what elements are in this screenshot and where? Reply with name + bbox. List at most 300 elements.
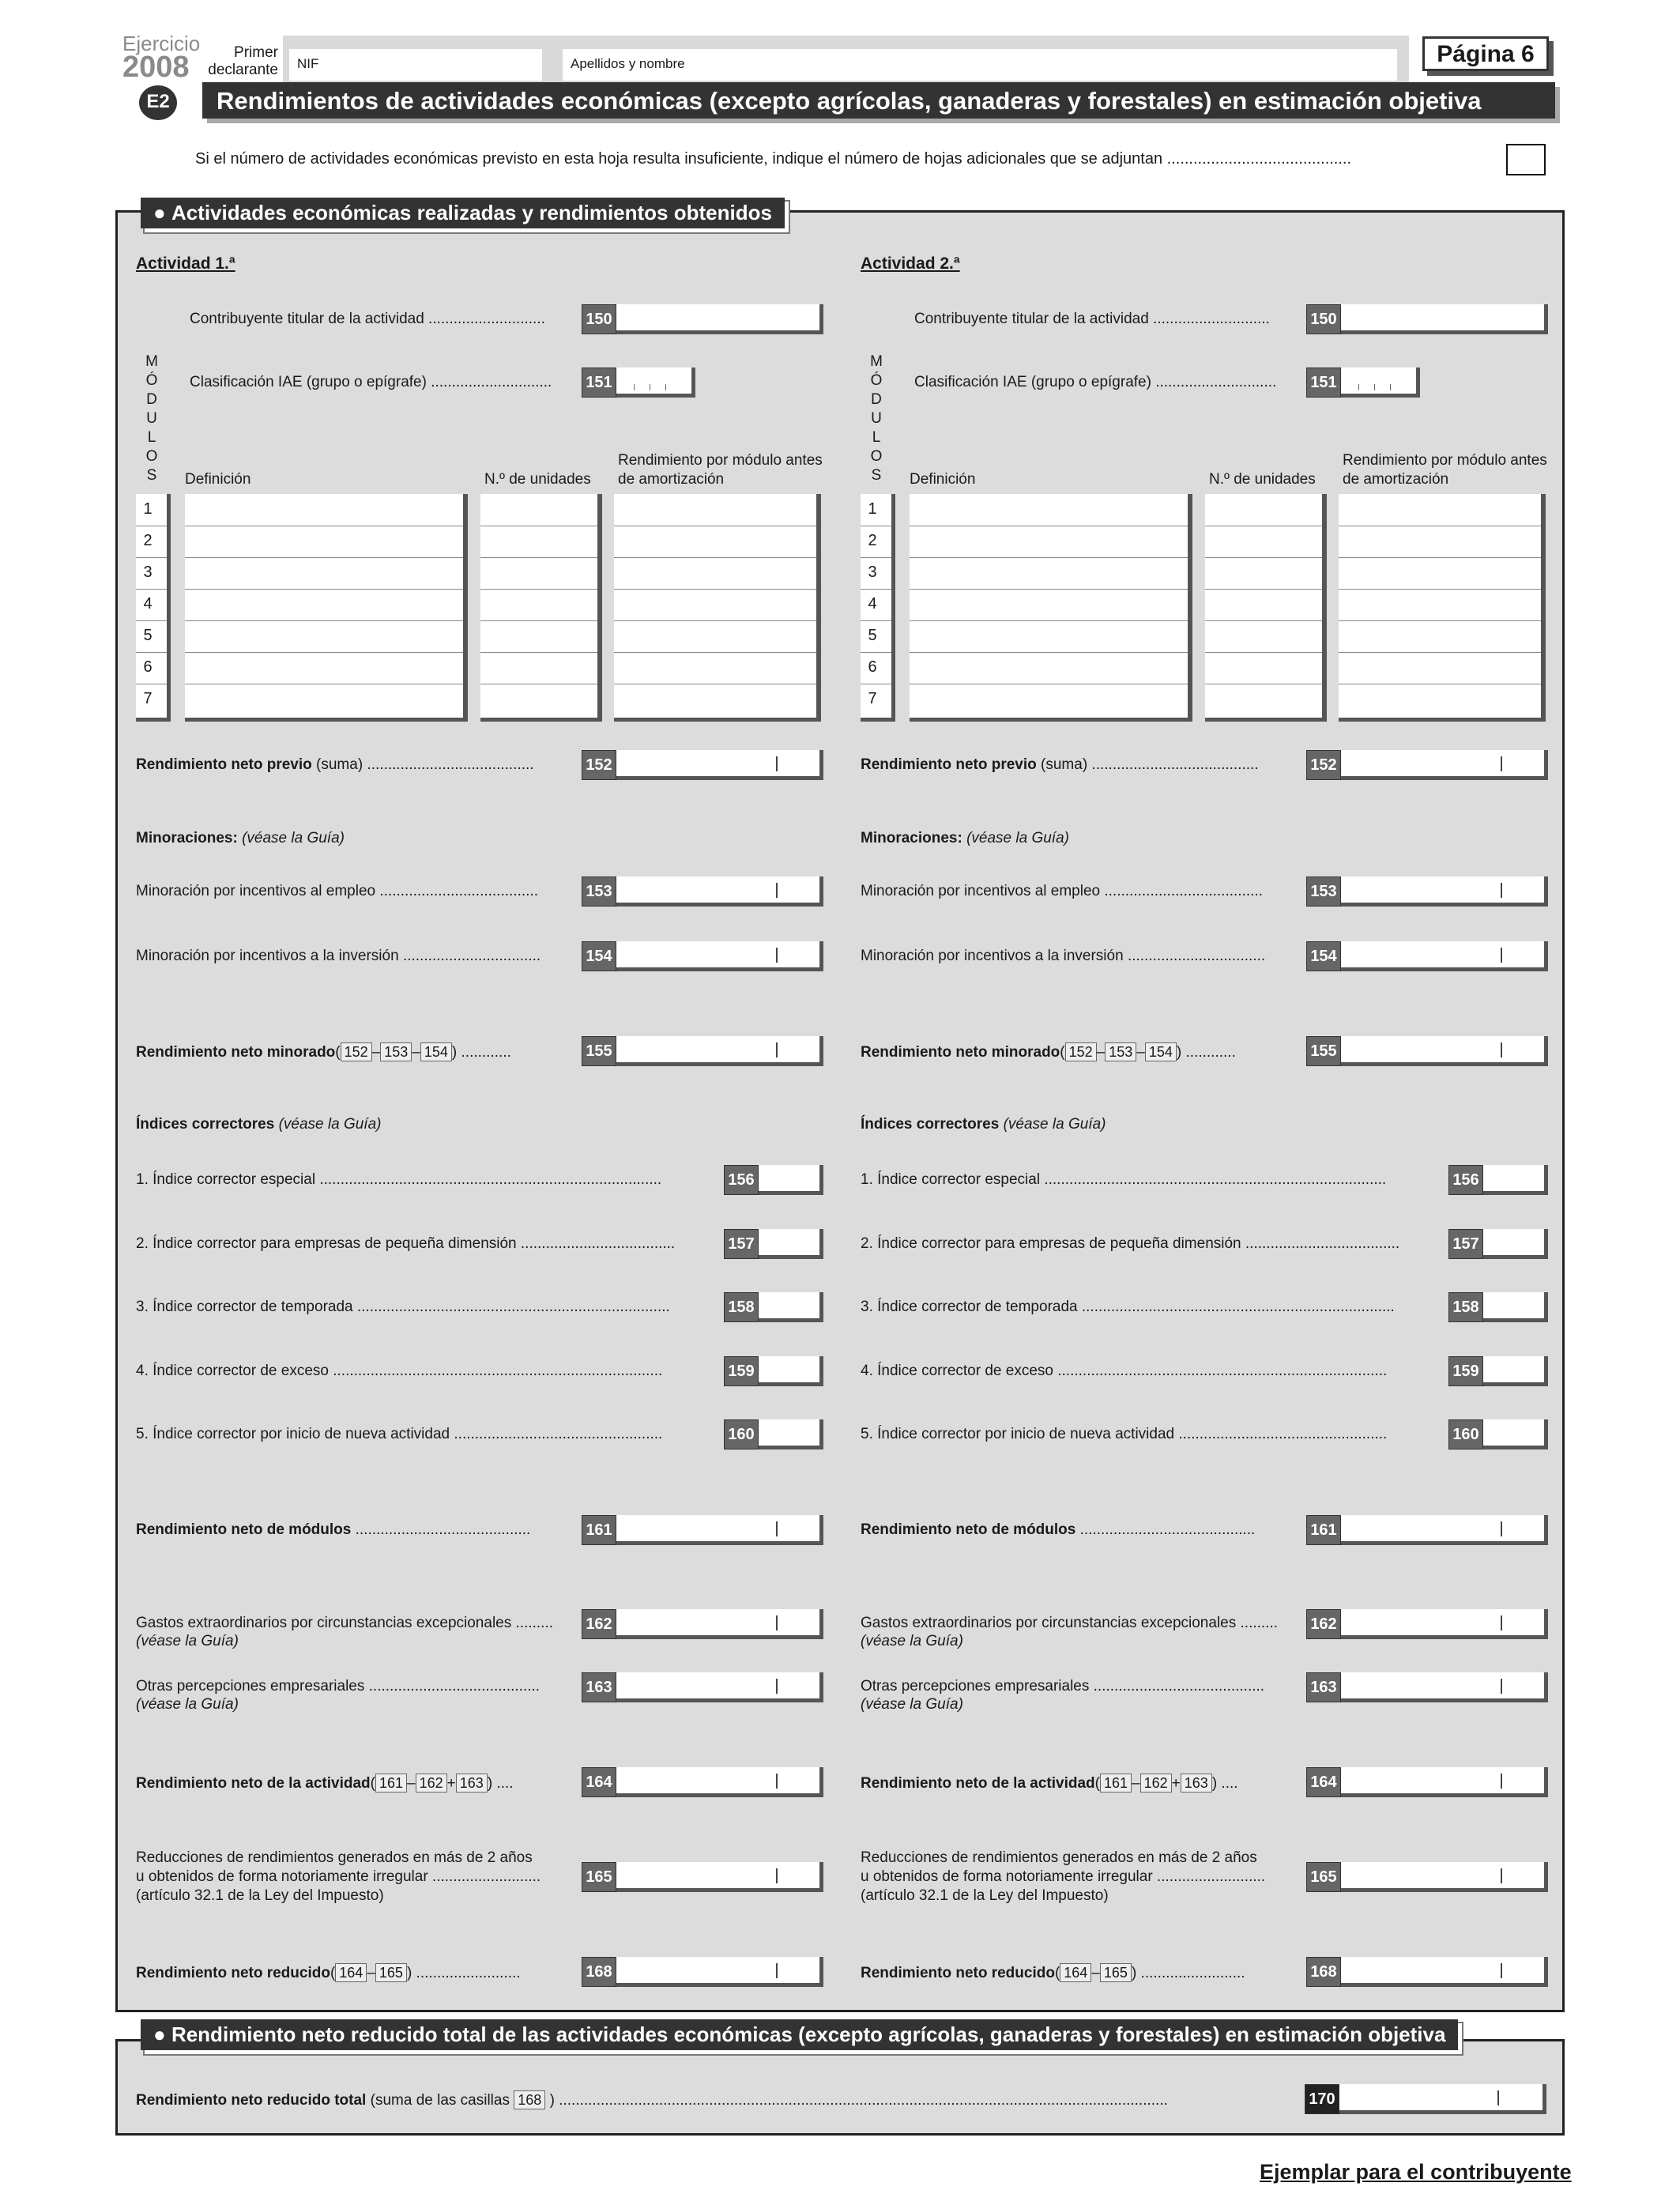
iae-digit-tick xyxy=(665,384,666,390)
nombre-label: Apellidos y nombre xyxy=(571,56,685,71)
module-row-divider xyxy=(614,557,816,558)
box-152-field[interactable] xyxy=(616,750,823,780)
modulos-vertical-label xyxy=(868,352,884,485)
module-row-divider xyxy=(1205,652,1322,653)
module-row-divider xyxy=(861,589,891,590)
box-158-number: 158 xyxy=(1448,1292,1483,1322)
module-row-number: 4 xyxy=(143,595,153,613)
box-163-field[interactable] xyxy=(1341,1672,1548,1702)
box-160-number: 160 xyxy=(1448,1419,1483,1449)
rend-previo-label-bold: Rendimiento neto previo xyxy=(861,756,1037,773)
modulos-letter: U xyxy=(146,410,157,427)
section-activities-title-text: Actividades económicas realizadas y rendimientos obtenidos xyxy=(171,201,772,224)
box-163-number: 163 xyxy=(582,1672,616,1702)
minus-sign: – xyxy=(367,1965,375,1981)
modulos-letter: S xyxy=(146,467,157,484)
rend-previo-label-bold: Rendimiento neto previo xyxy=(136,756,312,773)
ref-161: 161 xyxy=(375,1774,407,1793)
rend-minorado-label-bold: Rendimiento neto minorado xyxy=(861,1044,1060,1061)
minoraciones-heading xyxy=(861,830,1069,847)
box-154-number: 154 xyxy=(582,941,616,971)
module-row-divider xyxy=(185,620,463,621)
module-row-divider xyxy=(136,589,167,590)
indices-heading xyxy=(136,1116,381,1133)
module-row-divider xyxy=(480,620,597,621)
rend-reducido-label-bold: Rendimiento neto reducido xyxy=(861,1965,1055,1981)
decimal-separator xyxy=(1501,948,1502,963)
intro-text: Si el número de actividades económicas previsto en esta hoja resulta insuficiente, indique el número de hojas adicionales que se adjuntan .......................................... xyxy=(195,150,1352,168)
box-165-field[interactable] xyxy=(1341,1862,1548,1892)
box-165-field[interactable] xyxy=(616,1862,823,1892)
box-168-field[interactable] xyxy=(1341,1957,1548,1987)
modulos-letter: L xyxy=(147,429,156,446)
rend-actividad-dots: ) .... xyxy=(487,1775,514,1792)
modulos-letter: M xyxy=(145,353,158,370)
minus-sign: – xyxy=(1132,1775,1140,1792)
ref-165: 165 xyxy=(1100,1963,1132,1982)
box-155-number: 155 xyxy=(582,1036,616,1066)
box-161-field[interactable] xyxy=(1341,1515,1548,1545)
box-151-number: 151 xyxy=(582,368,616,398)
ejercicio-label: Ejercicio xyxy=(122,32,201,55)
box-164-number: 164 xyxy=(582,1767,616,1797)
box-162-number: 162 xyxy=(582,1609,616,1639)
module-row-divider xyxy=(1205,557,1322,558)
ref-163: 163 xyxy=(1181,1774,1212,1793)
paren-open: ( xyxy=(335,1044,341,1061)
module-row-divider xyxy=(614,589,816,590)
module-row-number: 7 xyxy=(143,690,153,707)
rend-previo-label-rest: (suma) ........................................ xyxy=(1036,756,1259,773)
box-163-number: 163 xyxy=(1306,1672,1341,1702)
rend-minorado-label xyxy=(861,1042,1236,1061)
decimal-separator xyxy=(1501,1042,1502,1057)
decimal-separator xyxy=(776,1963,778,1978)
min-empleo-label: Minoración por incentivos al empleo ...................................... xyxy=(861,883,1263,899)
box-162-number: 162 xyxy=(1306,1609,1341,1639)
decimal-separator xyxy=(1501,1679,1502,1694)
box-163-field[interactable] xyxy=(616,1672,823,1702)
rendimiento-modulo-header-1: Rendimiento por módulo antes xyxy=(1343,452,1547,469)
ref-164: 164 xyxy=(335,1963,367,1982)
modulos-letter: Ó xyxy=(145,372,158,389)
rend-reducido-label xyxy=(136,1963,521,1982)
module-row-number: 7 xyxy=(868,690,877,707)
module-row-number: 6 xyxy=(868,658,877,676)
box-158-field[interactable] xyxy=(1483,1292,1548,1322)
ref-168: 168 xyxy=(514,2090,545,2109)
reducciones-label-3: (artículo 32.1 de la Ley del Impuesto) xyxy=(136,1887,384,1904)
otras-label-2: (véase la Guía) xyxy=(136,1696,239,1713)
box-168-number: 168 xyxy=(582,1957,616,1987)
modulos-letter: D xyxy=(871,391,882,408)
total-label xyxy=(136,2090,1168,2109)
ejercicio-year: 2008 xyxy=(122,51,190,84)
ref-153: 153 xyxy=(380,1042,412,1061)
box-152-field[interactable] xyxy=(1341,750,1548,780)
module-row-number: 4 xyxy=(868,595,877,613)
decimal-separator xyxy=(1501,1521,1502,1536)
module-row-divider xyxy=(185,589,463,590)
box-157-field[interactable] xyxy=(1483,1229,1548,1259)
box-153-field[interactable] xyxy=(1341,876,1548,907)
modulos-vertical-label xyxy=(144,352,160,485)
module-row-divider xyxy=(1339,557,1541,558)
box-160-field[interactable] xyxy=(759,1419,823,1449)
ref-161: 161 xyxy=(1100,1774,1132,1793)
bullet-icon: ● xyxy=(153,201,171,224)
box-150-field[interactable] xyxy=(616,304,823,334)
otras-label-1: Otras percepciones empresariales ......................................... xyxy=(861,1678,1265,1695)
box-160-number: 160 xyxy=(724,1419,759,1449)
module-definicion-column[interactable] xyxy=(185,494,468,722)
gastos-label-2: (véase la Guía) xyxy=(861,1633,963,1649)
module-row-divider xyxy=(861,557,891,558)
box-165-number: 165 xyxy=(1306,1862,1341,1892)
decimal-separator xyxy=(776,1774,778,1789)
indice-160-label: 5. Índice corrector por inicio de nueva actividad .................................................. xyxy=(861,1426,1388,1442)
rend-actividad-label-bold: Rendimiento neto de la actividad xyxy=(136,1775,371,1792)
rend-modulos-dots: .......................................... xyxy=(351,1521,531,1538)
rend-reducido-dots: ) ......................... xyxy=(1131,1965,1245,1981)
total-label-text2: ) .................................................................................................................................................. xyxy=(545,2092,1168,2109)
module-row-divider xyxy=(480,652,597,653)
module-row-divider xyxy=(480,589,597,590)
indices-heading-italic: (véase la Guía) xyxy=(999,1116,1106,1133)
gastos-label-2: (véase la Guía) xyxy=(136,1633,239,1649)
module-row-divider xyxy=(910,557,1188,558)
decimal-separator xyxy=(776,883,778,898)
activity-heading: Actividad 1.ª xyxy=(136,254,235,273)
rend-minorado-dots: ) ............ xyxy=(451,1044,511,1061)
modulos-letter: M xyxy=(870,353,883,370)
rend-modulos-label-bold: Rendimiento neto de módulos xyxy=(861,1521,1076,1538)
rend-minorado-label-bold: Rendimiento neto minorado xyxy=(136,1044,336,1061)
indice-157-label: 2. Índice corrector para empresas de pequeña dimensión ..................................... xyxy=(861,1235,1400,1252)
paren-open: ( xyxy=(1094,1775,1100,1792)
module-row-number: 3 xyxy=(143,564,153,581)
page-number: Página 6 xyxy=(1422,36,1549,71)
indice-157-label: 2. Índice corrector para empresas de pequeña dimensión ..................................... xyxy=(136,1235,676,1252)
unidades-header: N.º de unidades xyxy=(484,471,591,488)
activity-column-1 xyxy=(136,0,831,2194)
box-151-field[interactable] xyxy=(1341,368,1420,398)
rend-minorado-label xyxy=(136,1042,511,1061)
minus-sign: – xyxy=(1091,1965,1100,1981)
box-157-field[interactable] xyxy=(759,1229,823,1259)
minoraciones-heading-bold: Minoraciones: xyxy=(861,830,962,846)
box-155-number: 155 xyxy=(1306,1036,1341,1066)
module-row-divider xyxy=(861,652,891,653)
module-row-divider xyxy=(1339,620,1541,621)
indices-heading xyxy=(861,1116,1106,1133)
box-150-number: 150 xyxy=(582,304,616,334)
declarante-label-line2: declarante xyxy=(208,62,278,78)
box-150-number: 150 xyxy=(1306,304,1341,334)
indices-heading-bold: Índices correctores xyxy=(861,1116,1000,1133)
modulos-letter: O xyxy=(870,448,883,465)
box-168-number: 168 xyxy=(1306,1957,1341,1987)
iae-label: Clasificación IAE (grupo o epígrafe) ............................. xyxy=(190,374,552,390)
iae-digit-tick xyxy=(634,384,635,390)
box-162-field[interactable] xyxy=(616,1609,823,1639)
indice-158-label: 3. Índice corrector de temporada ........................................................................... xyxy=(861,1299,1395,1315)
decimal-separator xyxy=(776,1042,778,1057)
box-165-number: 165 xyxy=(582,1862,616,1892)
indice-156-label: 1. Índice corrector especial .................................................................................. xyxy=(861,1171,1387,1188)
box-154-number: 154 xyxy=(1306,941,1341,971)
module-row-number: 5 xyxy=(143,627,153,644)
indice-156-label: 1. Índice corrector especial .................................................................................. xyxy=(136,1171,662,1188)
ref-154: 154 xyxy=(1145,1042,1177,1061)
rend-modulos-label-bold: Rendimiento neto de módulos xyxy=(136,1521,352,1538)
module-row-divider xyxy=(1339,589,1541,590)
box-151-number: 151 xyxy=(1306,368,1341,398)
module-row-divider xyxy=(614,620,816,621)
module-row-divider xyxy=(910,620,1188,621)
minus-sign: – xyxy=(371,1044,381,1061)
decimal-separator xyxy=(1497,2090,1499,2105)
ref-152: 152 xyxy=(1065,1042,1097,1061)
declarante-label-line1: Primer xyxy=(234,44,278,61)
gastos-label-1: Gastos extraordinarios por circunstancias excepcionales ......... xyxy=(136,1615,554,1631)
decimal-separator xyxy=(776,1868,778,1883)
ref-153: 153 xyxy=(1105,1042,1136,1061)
modulos-letter: S xyxy=(871,467,882,484)
activity-column-2 xyxy=(861,0,1556,2194)
paren-open: ( xyxy=(370,1775,375,1792)
paren-open: ( xyxy=(1054,1965,1060,1981)
module-row-number: 2 xyxy=(868,532,877,549)
reducciones-label-1: Reducciones de rendimientos generados en más de 2 años xyxy=(136,1849,533,1866)
minus-sign: – xyxy=(1096,1044,1106,1061)
module-row-divider xyxy=(614,652,816,653)
module-row-divider xyxy=(136,652,167,653)
ref-162: 162 xyxy=(1140,1774,1172,1793)
module-row-divider xyxy=(1205,620,1322,621)
module-row-number: 3 xyxy=(868,564,877,581)
indice-159-label: 4. Índice corrector de exceso ............................................................................... xyxy=(861,1363,1388,1379)
module-row-divider xyxy=(185,557,463,558)
ref-154: 154 xyxy=(420,1042,452,1061)
box-161-field[interactable] xyxy=(616,1515,823,1545)
iae-digit-tick xyxy=(1374,384,1375,390)
module-definicion-column[interactable] xyxy=(910,494,1192,722)
rend-actividad-label xyxy=(861,1774,1238,1793)
box-151-field[interactable] xyxy=(616,368,695,398)
box-170-number: 170 xyxy=(1305,2084,1339,2114)
otras-label-2: (véase la Guía) xyxy=(861,1696,963,1713)
decimal-separator xyxy=(776,1615,778,1630)
box-170-field[interactable] xyxy=(1339,2084,1546,2114)
box-155-field[interactable] xyxy=(616,1036,823,1066)
paren-open: ( xyxy=(1060,1044,1065,1061)
module-row-divider xyxy=(136,557,167,558)
box-154-field[interactable] xyxy=(616,941,823,971)
modulos-letter: L xyxy=(872,429,881,446)
min-empleo-label: Minoración por incentivos al empleo ...................................... xyxy=(136,883,538,899)
box-153-field[interactable] xyxy=(616,876,823,907)
module-row-number: 1 xyxy=(868,500,877,518)
module-row-divider xyxy=(1205,589,1322,590)
iae-digit-tick xyxy=(1390,384,1391,390)
minoraciones-heading-italic: (véase la Guía) xyxy=(962,830,1069,846)
rend-actividad-label-bold: Rendimiento neto de la actividad xyxy=(861,1775,1095,1792)
ref-163: 163 xyxy=(456,1774,488,1793)
box-159-field[interactable] xyxy=(1483,1356,1548,1386)
ref-164: 164 xyxy=(1060,1963,1091,1982)
rendimiento-modulo-header-2: de amortización xyxy=(1343,471,1449,488)
module-row-index-column xyxy=(136,494,171,722)
box-156-number: 156 xyxy=(1448,1165,1483,1195)
module-row-divider xyxy=(910,589,1188,590)
section-total-title-text: Rendimiento neto reducido total de las actividades económicas (excepto agrícolas, ganaderas y forestales) en estimación objetiva xyxy=(171,2022,1446,2046)
plus-sign: + xyxy=(1171,1775,1181,1792)
reducciones-label-2: u obtenidos de forma notoriamente irregular .......................... xyxy=(136,1868,541,1885)
indice-158-label: 3. Índice corrector de temporada ........................................................................... xyxy=(136,1299,670,1315)
module-row-number: 6 xyxy=(143,658,153,676)
box-152-number: 152 xyxy=(1306,750,1341,780)
gastos-label-1: Gastos extraordinarios por circunstancias excepcionales ......... xyxy=(861,1615,1279,1631)
box-159-number: 159 xyxy=(724,1356,759,1386)
indice-159-label: 4. Índice corrector de exceso ............................................................................... xyxy=(136,1363,663,1379)
reducciones-label-1: Reducciones de rendimientos generados en más de 2 años xyxy=(861,1849,1257,1866)
paren-open: ( xyxy=(330,1965,336,1981)
rend-reducido-label-bold: Rendimiento neto reducido xyxy=(136,1965,330,1981)
box-158-number: 158 xyxy=(724,1292,759,1322)
minoraciones-heading xyxy=(136,830,345,847)
activity-heading: Actividad 2.ª xyxy=(861,254,960,273)
minus-sign: – xyxy=(1136,1044,1145,1061)
module-unidades-column[interactable] xyxy=(480,494,602,722)
module-row-divider xyxy=(910,652,1188,653)
box-164-number: 164 xyxy=(1306,1767,1341,1797)
definicion-header: Definición xyxy=(910,471,976,488)
box-154-field[interactable] xyxy=(1341,941,1548,971)
module-row-number: 1 xyxy=(143,500,153,518)
unidades-header: N.º de unidades xyxy=(1209,471,1316,488)
box-156-number: 156 xyxy=(724,1165,759,1195)
rend-previo-label-rest: (suma) ........................................ xyxy=(311,756,534,773)
decimal-separator xyxy=(1501,1868,1502,1883)
ref-152: 152 xyxy=(341,1042,372,1061)
nif-label: NIF xyxy=(297,56,319,71)
decimal-separator xyxy=(1501,1774,1502,1789)
iae-digit-tick xyxy=(1358,384,1359,390)
box-160-field[interactable] xyxy=(1483,1419,1548,1449)
bullet-icon: ● xyxy=(153,2022,171,2046)
total-label-text1: (suma de las casillas xyxy=(366,2092,514,2109)
module-row-divider xyxy=(185,652,463,653)
box-159-field[interactable] xyxy=(759,1356,823,1386)
rendimiento-modulo-header-2: de amortización xyxy=(618,471,725,488)
rend-actividad-dots: ) .... xyxy=(1211,1775,1238,1792)
module-unidades-column[interactable] xyxy=(1205,494,1327,722)
box-157-number: 157 xyxy=(724,1229,759,1259)
decimal-separator xyxy=(1501,1963,1502,1978)
box-161-number: 161 xyxy=(1306,1515,1341,1545)
rend-modulos-dots: .......................................... xyxy=(1075,1521,1256,1538)
decimal-separator xyxy=(776,1521,778,1536)
box-161-number: 161 xyxy=(582,1515,616,1545)
rend-previo-label xyxy=(861,756,1259,774)
box-164-field[interactable] xyxy=(1341,1767,1548,1797)
indice-160-label: 5. Índice corrector por inicio de nueva actividad .................................................. xyxy=(136,1426,663,1442)
modulos-letter: U xyxy=(871,410,882,427)
module-row-number: 2 xyxy=(143,532,153,549)
section-badge: E2 xyxy=(139,85,177,120)
decimal-separator xyxy=(1501,756,1502,771)
box-168-field[interactable] xyxy=(616,1957,823,1987)
box-150-field[interactable] xyxy=(1341,304,1548,334)
ref-165: 165 xyxy=(375,1963,407,1982)
module-rendimiento-column[interactable] xyxy=(614,494,821,722)
rend-previo-label xyxy=(136,756,534,774)
module-row-divider xyxy=(136,620,167,621)
box-156-field[interactable] xyxy=(1483,1165,1548,1195)
module-row-divider xyxy=(480,557,597,558)
reducciones-label-2: u obtenidos de forma notoriamente irregular .......................... xyxy=(861,1868,1266,1885)
indices-heading-bold: Índices correctores xyxy=(136,1116,275,1133)
ref-162: 162 xyxy=(416,1774,447,1793)
box-162-field[interactable] xyxy=(1341,1609,1548,1639)
section-total-title xyxy=(141,2019,1458,2050)
page-title: Rendimientos de actividades económicas (excepto agrícolas, ganaderas y forestales) en estimación objetiva xyxy=(202,82,1555,119)
decimal-separator xyxy=(776,1679,778,1694)
footer-text: Ejemplar para el contribuyente xyxy=(1260,2160,1572,2184)
minoraciones-heading-bold: Minoraciones: xyxy=(136,830,238,846)
total-label-bold: Rendimiento neto reducido total xyxy=(136,2092,367,2109)
module-row-divider xyxy=(1339,652,1541,653)
modulos-letter: Ó xyxy=(870,372,883,389)
contribuyente-label: Contribuyente titular de la actividad ............................ xyxy=(190,311,545,327)
module-row-number: 5 xyxy=(868,627,877,644)
rend-modulos-label xyxy=(861,1521,1255,1539)
otras-label-1: Otras percepciones empresariales ......................................... xyxy=(136,1678,541,1695)
minoraciones-heading-italic: (véase la Guía) xyxy=(237,830,345,846)
rend-modulos-label xyxy=(136,1521,530,1539)
module-row-index-column xyxy=(861,494,895,722)
module-rendimiento-column[interactable] xyxy=(1339,494,1546,722)
box-156-field[interactable] xyxy=(759,1165,823,1195)
decimal-separator xyxy=(1501,883,1502,898)
box-159-number: 159 xyxy=(1448,1356,1483,1386)
reducciones-label-3: (artículo 32.1 de la Ley del Impuesto) xyxy=(861,1887,1109,1904)
box-157-number: 157 xyxy=(1448,1229,1483,1259)
box-164-field[interactable] xyxy=(616,1767,823,1797)
module-row-divider xyxy=(861,620,891,621)
rend-actividad-label xyxy=(136,1774,514,1793)
box-153-number: 153 xyxy=(1306,876,1341,907)
box-153-number: 153 xyxy=(582,876,616,907)
decimal-separator xyxy=(776,948,778,963)
rend-reducido-label xyxy=(861,1963,1245,1982)
definicion-header: Definición xyxy=(185,471,251,488)
minus-sign: – xyxy=(407,1775,416,1792)
plus-sign: + xyxy=(446,1775,456,1792)
rendimiento-modulo-header-1: Rendimiento por módulo antes xyxy=(618,452,823,469)
iae-label: Clasificación IAE (grupo o epígrafe) ............................. xyxy=(914,374,1277,390)
rend-reducido-dots: ) ......................... xyxy=(406,1965,521,1981)
modulos-letter: O xyxy=(145,448,158,465)
decimal-separator xyxy=(1501,1615,1502,1630)
box-155-field[interactable] xyxy=(1341,1036,1548,1066)
min-inversion-label: Minoración por incentivos a la inversión ................................. xyxy=(136,948,541,964)
box-158-field[interactable] xyxy=(759,1292,823,1322)
decimal-separator xyxy=(776,756,778,771)
box-152-number: 152 xyxy=(582,750,616,780)
indices-heading-italic: (véase la Guía) xyxy=(274,1116,382,1133)
